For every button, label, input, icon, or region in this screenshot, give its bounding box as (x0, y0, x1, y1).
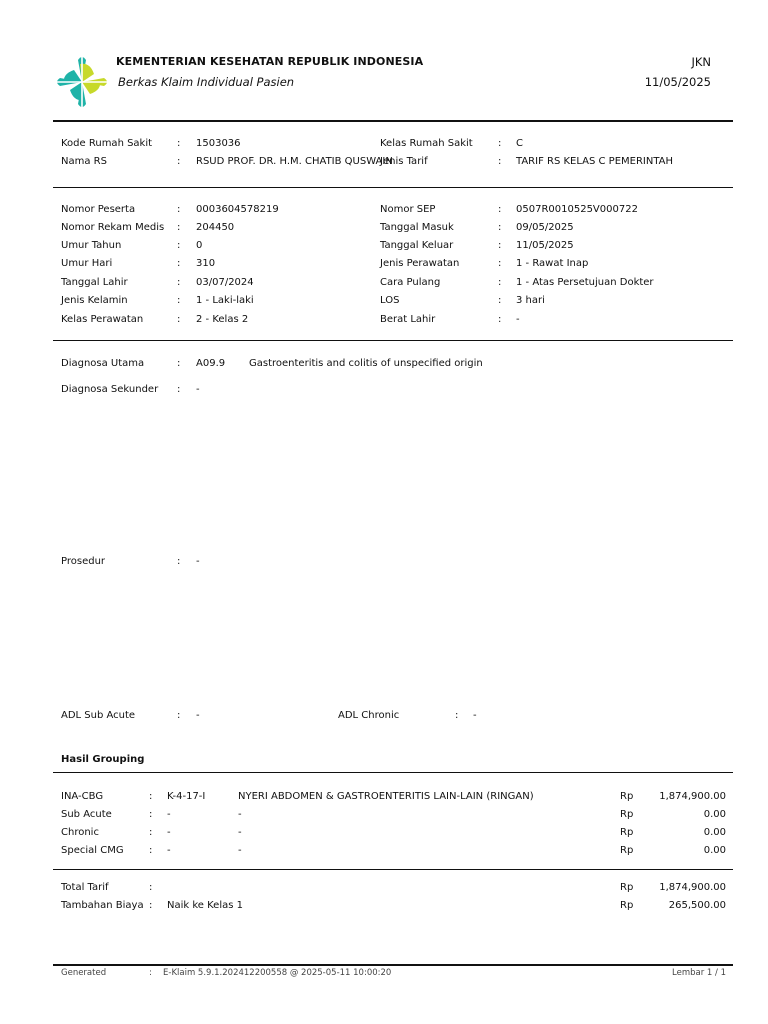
grouping-title: Hasil Grouping (61, 754, 145, 765)
chronic-desc: - (238, 827, 242, 838)
kelas-rs-label: Kelas Rumah Sakit (380, 138, 473, 149)
header-divider (53, 120, 733, 122)
ina-cbg-currency: Rp (620, 791, 634, 802)
document-date: 11/05/2025 (644, 75, 711, 89)
colon: : (177, 556, 181, 567)
jenis-perawatan-value: 1 - Rawat Inap (516, 258, 589, 269)
colon: : (149, 827, 153, 838)
special-cmg-code: - (167, 845, 171, 856)
colon: : (149, 900, 153, 911)
nama-rs-label: Nama RS (61, 156, 107, 167)
berat-lahir-value: - (516, 314, 520, 325)
colon: : (498, 156, 502, 167)
colon: : (177, 384, 181, 395)
tanggal-masuk-label: Tanggal Masuk (380, 222, 454, 233)
colon: : (177, 295, 181, 306)
colon: : (498, 204, 502, 215)
total-tarif-amount: 1,874,900.00 (659, 882, 726, 893)
nama-rs-value: RSUD PROF. DR. H.M. CHATIB QUSWAIN (196, 156, 393, 167)
jenis-kelamin-value: 1 - Laki-laki (196, 295, 254, 306)
colon: : (177, 138, 181, 149)
special-cmg-desc: - (238, 845, 242, 856)
colon: : (177, 710, 181, 721)
kode-rs-value: 1503036 (196, 138, 241, 149)
colon: : (177, 222, 181, 233)
section-divider (53, 869, 733, 870)
colon: : (498, 240, 502, 251)
nomor-rekam-medis-value: 204450 (196, 222, 235, 233)
kelas-perawatan-label: Kelas Perawatan (61, 314, 144, 325)
colon: : (177, 314, 181, 325)
colon: : (498, 258, 502, 269)
colon: : (498, 314, 502, 325)
prosedur-value: - (196, 556, 200, 567)
colon: : (149, 809, 153, 820)
tanggal-masuk-value: 09/05/2025 (516, 222, 574, 233)
nomor-peserta-value: 0003604578219 (196, 204, 279, 215)
sub-acute-code: - (167, 809, 171, 820)
cara-pulang-label: Cara Pulang (380, 277, 441, 288)
nomor-rekam-medis-label: Nomor Rekam Medis (61, 222, 165, 233)
special-cmg-amount: 0.00 (703, 845, 726, 856)
section-divider (53, 772, 733, 773)
section-divider (53, 187, 733, 188)
jenis-tarif-value: TARIF RS KELAS C PEMERINTAH (516, 156, 674, 167)
umur-tahun-value: 0 (196, 240, 203, 251)
tambahan-biaya-amount: 265,500.00 (668, 900, 726, 911)
diagnosa-utama-desc: Gastroenteritis and colitis of unspecified origin (249, 358, 483, 369)
colon: : (177, 240, 181, 251)
kelas-perawatan-value: 2 - Kelas 2 (196, 314, 249, 325)
program-label: JKN (691, 55, 711, 69)
chronic-currency: Rp (620, 827, 634, 838)
los-label: LOS (380, 295, 400, 306)
colon: : (177, 156, 181, 167)
nomor-sep-label: Nomor SEP (380, 204, 436, 215)
diagnosa-utama-code: A09.9 (196, 358, 226, 369)
cara-pulang-value: 1 - Atas Persetujuan Dokter (516, 277, 654, 288)
ina-cbg-label: INA-CBG (61, 791, 104, 802)
colon: : (177, 358, 181, 369)
los-value: 3 hari (516, 295, 545, 306)
colon: : (177, 258, 181, 269)
generated-label: Generated (61, 968, 107, 978)
tambahan-biaya-label: Tambahan Biaya (61, 900, 144, 911)
colon: : (498, 138, 502, 149)
generated-value: E-Klaim 5.9.1.202412200558 @ 2025-05-11 10:00:20 (163, 968, 392, 978)
jenis-perawatan-label: Jenis Perawatan (380, 258, 460, 269)
sub-acute-desc: - (238, 809, 242, 820)
colon: : (498, 277, 502, 288)
sub-acute-amount: 0.00 (703, 809, 726, 820)
chronic-code: - (167, 827, 171, 838)
kode-rs-label: Kode Rumah Sakit (61, 138, 153, 149)
colon: : (455, 710, 459, 721)
colon: : (149, 882, 153, 893)
adl-sub-acute-label: ADL Sub Acute (61, 710, 136, 721)
tanggal-keluar-label: Tanggal Keluar (380, 240, 454, 251)
kelas-rs-value: C (516, 138, 523, 149)
tanggal-lahir-value: 03/07/2024 (196, 277, 254, 288)
colon: : (177, 204, 181, 215)
section-divider (53, 340, 733, 341)
colon: : (149, 845, 153, 856)
umur-hari-value: 310 (196, 258, 216, 269)
colon: : (177, 277, 181, 288)
jenis-tarif-label: Jenis Tarif (380, 156, 428, 167)
diagnosa-sekunder-value: - (196, 384, 200, 395)
page-indicator: Lembar 1 / 1 (672, 968, 726, 978)
colon: : (498, 295, 502, 306)
colon: : (498, 222, 502, 233)
ina-cbg-code: K-4-17-I (167, 791, 206, 802)
diagnosa-sekunder-label: Diagnosa Sekunder (61, 384, 159, 395)
total-tarif-currency: Rp (620, 882, 634, 893)
footer-divider (53, 964, 733, 966)
tambahan-biaya-currency: Rp (620, 900, 634, 911)
tambahan-biaya-desc: Naik ke Kelas 1 (167, 900, 243, 911)
ina-cbg-amount: 1,874,900.00 (659, 791, 726, 802)
tanggal-lahir-label: Tanggal Lahir (61, 277, 128, 288)
colon: : (149, 968, 152, 978)
umur-tahun-label: Umur Tahun (61, 240, 122, 251)
diagnosa-utama-label: Diagnosa Utama (61, 358, 145, 369)
nomor-peserta-label: Nomor Peserta (61, 204, 136, 215)
sub-acute-currency: Rp (620, 809, 634, 820)
jenis-kelamin-label: Jenis Kelamin (61, 295, 128, 306)
ina-cbg-desc: NYERI ABDOMEN & GASTROENTERITIS LAIN-LAIN (RINGAN) (238, 791, 534, 802)
nomor-sep-value: 0507R0010525V000722 (516, 204, 638, 215)
adl-chronic-value: - (473, 710, 477, 721)
chronic-label: Chronic (61, 827, 99, 838)
umur-hari-label: Umur Hari (61, 258, 113, 269)
colon: : (149, 791, 153, 802)
tanggal-keluar-value: 11/05/2025 (516, 240, 574, 251)
special-cmg-label: Special CMG (61, 845, 124, 856)
special-cmg-currency: Rp (620, 845, 634, 856)
sub-acute-label: Sub Acute (61, 809, 112, 820)
adl-chronic-label: ADL Chronic (338, 710, 400, 721)
berat-lahir-label: Berat Lahir (380, 314, 436, 325)
total-tarif-label: Total Tarif (61, 882, 109, 893)
kemenkes-logo-icon (55, 54, 110, 110)
ministry-title: KEMENTERIAN KESEHATAN REPUBLIK INDONESIA (116, 55, 424, 68)
chronic-amount: 0.00 (703, 827, 726, 838)
document-subtitle: Berkas Klaim Individual Pasien (118, 75, 295, 89)
prosedur-label: Prosedur (61, 556, 106, 567)
adl-sub-acute-value: - (196, 710, 200, 721)
